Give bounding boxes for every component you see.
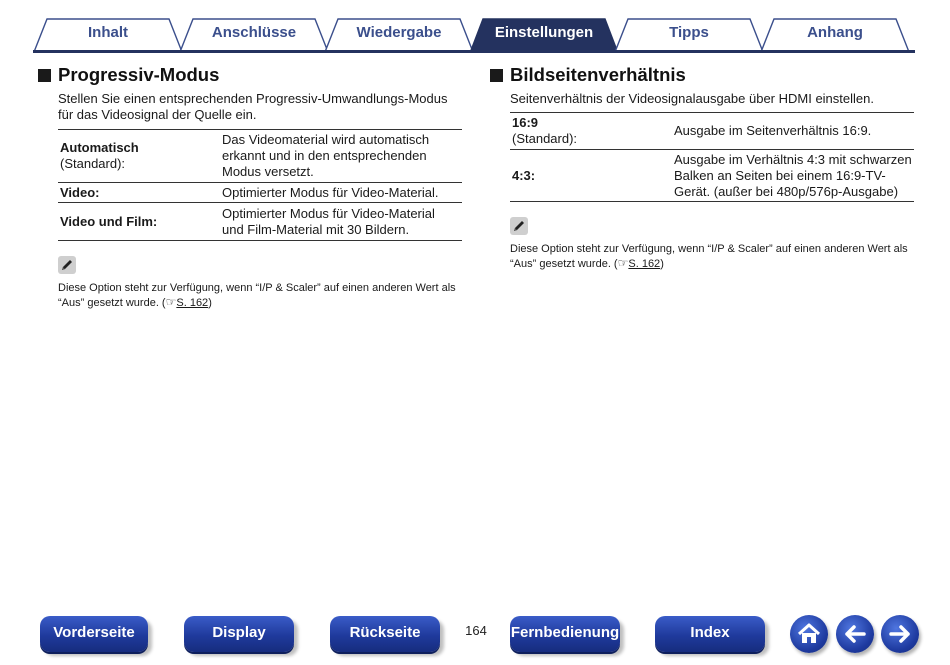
section-title: Progressiv-Modus	[58, 64, 220, 85]
tab-label: Anhang	[807, 24, 863, 41]
back-button[interactable]	[836, 615, 874, 653]
section-description: Seitenverhältnis der Videosignalausgabe über HDMI einstellen.	[510, 91, 874, 106]
note-text: Diese Option steht zur Verfügung, wenn “I/P & Scaler” auf einen anderen Wert als “Aus” gesetzt wurde. (☞S. 162)	[58, 282, 456, 309]
section-heading	[38, 64, 464, 86]
option-name: Automatisch	[60, 140, 139, 155]
option-description: Ausgabe im Verhältnis 4:3 mit schwarzen Balken an Seiten bei einem 16:9-TV-Gerät. (außer bei 480p/576p-Ausgabe)	[674, 151, 912, 199]
table-row	[58, 130, 462, 183]
square-bullet-icon	[38, 69, 51, 82]
tab-einstellungen[interactable]	[469, 18, 619, 53]
hand-pointer-icon: ☞	[617, 256, 629, 270]
section-title: Bildseitenverhältnis	[510, 64, 686, 85]
section-description: Stellen Sie einen entsprechenden Progressiv-Umwandlungs-Modus für das Videosignal der Quelle ein.	[58, 91, 448, 122]
option-description: Optimierter Modus für Video-Material.	[222, 184, 439, 200]
button-shadow-plate	[340, 650, 430, 665]
tab-baseline	[33, 50, 915, 53]
nav-button-index[interactable]	[655, 616, 765, 652]
tab-label: Einstellungen	[494, 24, 594, 41]
tab-label: Anschlüsse	[211, 24, 297, 41]
button-shadow-plate	[50, 650, 138, 665]
option-name-cell	[510, 150, 672, 202]
nav-button-label: Display	[212, 624, 266, 641]
option-name-cell	[58, 203, 220, 241]
section-bildseitenverhaeltnis	[490, 64, 920, 271]
section-heading	[490, 64, 920, 86]
tab-label: Inhalt	[88, 24, 128, 41]
forward-arrow-icon	[881, 615, 919, 653]
option-name: 4:3:	[512, 167, 536, 183]
table-row	[510, 113, 914, 150]
nav-button-fernbedienung[interactable]	[510, 616, 620, 652]
option-name-cell	[58, 183, 220, 203]
option-name: Video:	[60, 184, 100, 200]
table-row	[58, 203, 462, 241]
note-block	[510, 217, 920, 271]
option-description: Das Videomaterial wird automatisch erkannt und in den entsprechenden Modus versetzt.	[222, 132, 430, 179]
nav-button-display[interactable]	[184, 616, 294, 652]
option-name: Video und Film:	[60, 213, 158, 229]
button-shadow-plate	[194, 650, 284, 665]
option-default-label: (Standard):	[60, 156, 126, 171]
options-table	[510, 112, 914, 202]
tab-anschluesse[interactable]	[179, 18, 329, 53]
back-arrow-icon	[836, 615, 874, 653]
option-name-cell	[58, 130, 220, 183]
option-name: 16:9	[512, 115, 539, 130]
pencil-icon	[510, 217, 528, 235]
nav-button-vorderseite[interactable]	[40, 616, 148, 652]
nav-button-label: Index	[690, 624, 730, 641]
note-text: Diese Option steht zur Verfügung, wenn “I/P & Scaler” auf einen anderen Wert als “Aus” gesetzt wurde. (☞S. 162)	[510, 243, 908, 270]
button-shadow-plate	[665, 650, 755, 665]
forward-button[interactable]	[881, 615, 919, 653]
table-row	[510, 150, 914, 202]
nav-button-label: Fernbedienung	[510, 624, 620, 641]
pencil-glyph	[510, 217, 528, 235]
note-body: Diese Option steht zur Verfügung, wenn “I/P & Scaler” auf einen anderen Wert als “Aus” gesetzt wurde.	[510, 243, 908, 270]
option-description: Optimierter Modus für Video-Material und Film-Material mit 30 Bildern.	[222, 205, 435, 237]
tab-anhang[interactable]	[760, 18, 910, 53]
nav-button-label: Rückseite	[349, 624, 421, 641]
tab-label: Tipps	[669, 24, 709, 41]
tab-label: Wiedergabe	[356, 24, 442, 41]
tab-inhalt[interactable]	[33, 18, 183, 53]
top-tab-bar	[0, 0, 950, 56]
page-number: 164	[465, 623, 487, 638]
page-reference-link[interactable]: S. 162	[176, 297, 209, 309]
home-button[interactable]	[790, 615, 828, 653]
section-progressiv-modus	[38, 64, 464, 310]
option-description: Ausgabe im Seitenverhältnis 16:9.	[674, 123, 872, 138]
page-reference-link[interactable]: S. 162	[628, 258, 661, 270]
nav-button-rueckseite[interactable]	[330, 616, 440, 652]
home-icon	[790, 615, 828, 653]
square-bullet-icon	[490, 69, 503, 82]
table-row	[58, 183, 462, 203]
note-block	[58, 256, 464, 310]
pencil-glyph	[58, 256, 76, 274]
tab-tipps[interactable]	[614, 18, 764, 53]
nav-button-label: Vorderseite	[53, 624, 135, 641]
note-body: Diese Option steht zur Verfügung, wenn “I/P & Scaler” auf einen anderen Wert als “Aus” gesetzt wurde.	[58, 282, 456, 309]
hand-pointer-icon: ☞	[165, 295, 177, 309]
options-table	[58, 129, 462, 241]
pencil-icon	[58, 256, 76, 274]
option-default-label: (Standard):	[512, 131, 578, 146]
tab-wiedergabe[interactable]	[324, 18, 474, 53]
option-name-cell	[510, 113, 672, 150]
button-shadow-plate	[520, 650, 610, 665]
